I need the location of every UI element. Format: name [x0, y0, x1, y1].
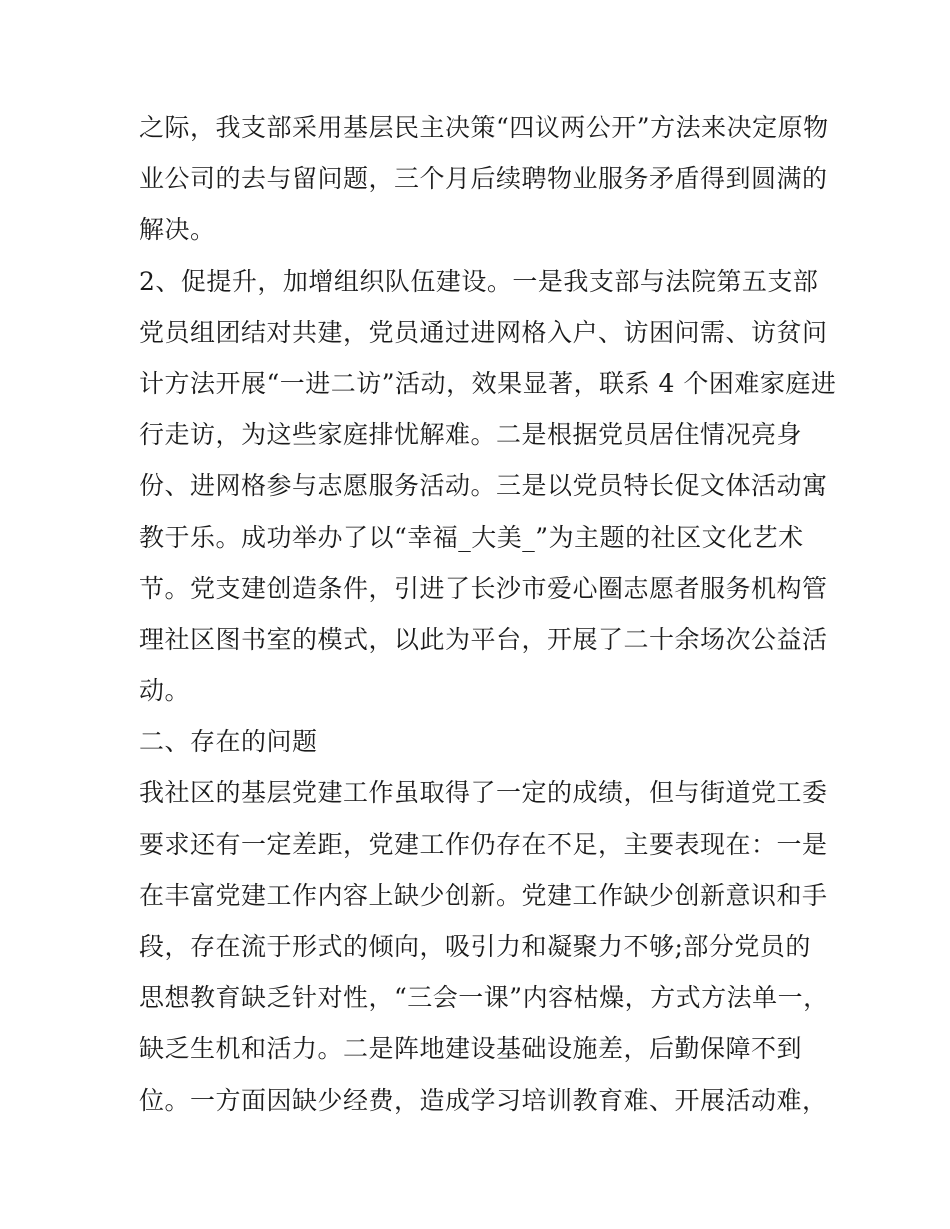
text-line: 党员组团结对共建，党员通过进网格入户、访困问需、访贫问: [139, 317, 828, 347]
text-line: 节。党支建创造条件，引进了长沙市爱心圈志愿者服务机构管: [139, 573, 828, 603]
text-line: 行走访，为这些家庭排忧解难。二是根据党员居住情况亮身: [139, 420, 803, 450]
text-line: 缺乏生机和活力。二是阵地建设基础设施差，后勤保障不到: [139, 1034, 803, 1064]
text-line: 段，存在流于形式的倾向，吸引力和凝聚力不够;部分党员的: [139, 932, 811, 961]
text-line: 理社区图书室的模式，以此为平台，开展了二十余场次公益活: [139, 624, 828, 654]
text-line: 我社区的基层党建工作虽取得了一定的成绩，但与街道党工委: [139, 778, 828, 808]
text-line: 在丰富党建工作内容上缺少创新。党建工作缺少创新意识和手: [139, 880, 828, 910]
text-line: 位。一方面因缺少经费，造成学习培训教育难、开展活动难，: [139, 1085, 828, 1115]
text-line: 业公司的去与留问题，三个月后续聘物业服务矛盾得到圆满的: [139, 164, 828, 194]
text-line: 要求还有一定差距，党建工作仍存在不足，主要表现在：一是: [139, 829, 828, 859]
text-line: 份、进网格参与志愿服务活动。三是以党员特长促文体活动寓: [139, 471, 828, 501]
document-body: [139, 102, 837, 1126]
section-heading: 二、存在的问题: [139, 727, 318, 757]
text-line: 之际，我支部采用基层民主决策“四议两公开”方法来决定原物: [139, 113, 829, 142]
text-line: 解决。: [139, 215, 216, 245]
text-line: 2、促提升，加增组织队伍建设。一是我支部与法院第五支部: [139, 266, 819, 296]
text-line: 思想教育缺乏针对性，“三会一课”内容枯燥，方式方法单一，: [139, 983, 829, 1013]
text-line: 计方法开展“一进二访”活动，效果显著，联系 4 个困难家庭进: [139, 368, 837, 398]
text-line: 教于乐。成功举办了以“幸福_大美_”为主题的社区文化艺术: [139, 522, 804, 552]
text-line: 动。: [139, 676, 191, 706]
